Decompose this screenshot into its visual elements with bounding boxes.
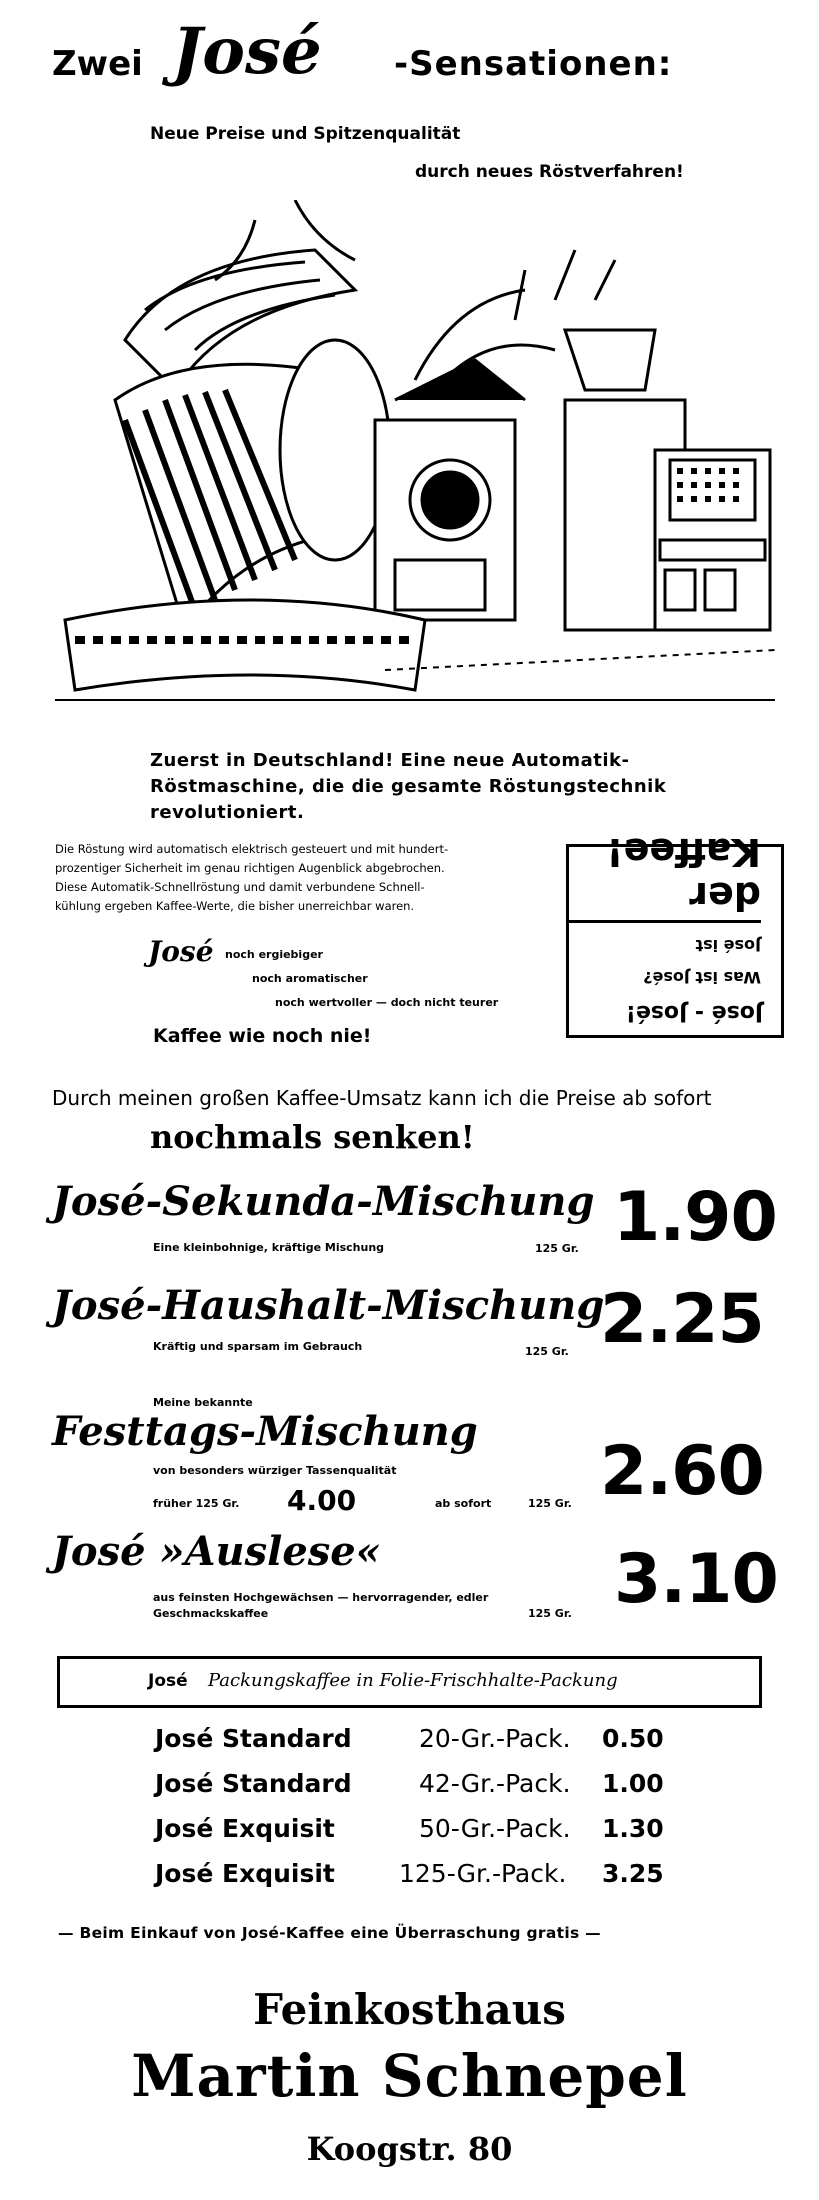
subline-2: durch neues Röstverfahren! bbox=[415, 162, 684, 182]
packung-banner bbox=[57, 1656, 762, 1708]
row-price: 3.25 bbox=[602, 1859, 664, 1888]
product-price: 1.90 bbox=[613, 1178, 777, 1257]
row-name: José Exquisit bbox=[155, 1814, 335, 1843]
intro-kaffee-nie: Kaffee wie noch nie! bbox=[153, 1025, 372, 1047]
table-row bbox=[155, 1814, 715, 1859]
product-unit: 125 Gr. bbox=[525, 1345, 569, 1358]
surprise-line: — Beim Einkauf von José-Kaffee eine Überraschung gratis — bbox=[58, 1924, 601, 1942]
box-line-1: José - José! bbox=[625, 1000, 763, 1025]
product-desc: Kräftig und sparsam im Gebrauch bbox=[153, 1340, 363, 1353]
subline-1: Neue Preise und Spitzenqualität bbox=[150, 124, 461, 144]
headline-brand: José bbox=[172, 14, 322, 89]
product-unit: 125 Gr. bbox=[528, 1497, 572, 1510]
product-desc: von besonders würziger Tassenqualität bbox=[153, 1464, 397, 1477]
row-name: José Exquisit bbox=[155, 1859, 335, 1888]
row-name: José Standard bbox=[155, 1724, 352, 1753]
shop-name: Feinkosthaus bbox=[253, 1985, 566, 2034]
upside-down-box bbox=[566, 830, 784, 1038]
roasting-machine-illustration bbox=[55, 200, 775, 710]
table-row bbox=[155, 1769, 715, 1814]
box-line-4: der Kaffee! bbox=[569, 830, 761, 923]
packung-table bbox=[155, 1724, 715, 1904]
box-line-3: José ist bbox=[695, 936, 761, 955]
packung-label: Packungskaffee in Folie-Frischhalte-Packung bbox=[208, 1670, 618, 1691]
product-frueher-label: früher 125 Gr. bbox=[153, 1497, 240, 1510]
product-name: José-Haushalt-Mischung bbox=[52, 1282, 605, 1329]
product-unit: 125 Gr. bbox=[535, 1242, 579, 1255]
row-size: 42-Gr.-Pack. bbox=[419, 1769, 571, 1798]
row-size: 50-Gr.-Pack. bbox=[419, 1814, 571, 1843]
product-ab-sofort: ab sofort bbox=[435, 1497, 492, 1510]
headline-zwei: Zwei bbox=[52, 44, 143, 84]
product-price: 2.25 bbox=[600, 1280, 764, 1359]
table-row bbox=[155, 1724, 715, 1769]
row-price: 0.50 bbox=[602, 1724, 664, 1753]
product-pre: Meine bekannte bbox=[153, 1396, 253, 1409]
row-price: 1.30 bbox=[602, 1814, 664, 1843]
intro-line-1: Zuerst in Deutschland! Eine neue Automatik- bbox=[150, 750, 630, 771]
owner-name: Martin Schnepel bbox=[131, 2042, 688, 2110]
product-desc: Eine kleinbohnige, kräftige Mischung bbox=[153, 1241, 385, 1254]
table-row bbox=[155, 1859, 715, 1904]
intro-line-3: revolutioniert. bbox=[150, 802, 305, 823]
intro-line-2: Röstmaschine, die die gesamte Röstungstechnik bbox=[150, 776, 667, 797]
intro-body-3: Diese Automatik-Schnellröstung und damit verbundene Schnell- bbox=[55, 880, 425, 894]
product-desc-1: aus feinsten Hochgewächsen — hervorragender, edler bbox=[153, 1591, 489, 1604]
packung-jose: José bbox=[148, 1671, 188, 1691]
intro-heading bbox=[150, 748, 666, 826]
intro-aromatischer: noch aromatischer bbox=[252, 972, 368, 985]
product-price: 2.60 bbox=[600, 1432, 764, 1511]
intro-body-4: kühlung ergeben Kaffee-Werte, die bisher unerreichbar waren. bbox=[55, 899, 415, 913]
product-unit: 125 Gr. bbox=[528, 1607, 572, 1620]
product-desc-2: Geschmackskaffee bbox=[153, 1607, 269, 1620]
product-frueher-price: 4.00 bbox=[287, 1484, 357, 1517]
box-line-2: Was ist José? bbox=[643, 968, 761, 987]
row-size: 125-Gr.-Pack. bbox=[399, 1859, 567, 1888]
row-name: José Standard bbox=[155, 1769, 352, 1798]
product-name: José-Sekunda-Mischung bbox=[52, 1178, 595, 1225]
headline-sensationen: -Sensationen: bbox=[394, 44, 673, 84]
address: Koogstr. 80 bbox=[306, 2130, 513, 2168]
umsatz-line: Durch meinen großen Kaffee-Umsatz kann ich die Preise ab sofort bbox=[52, 1086, 712, 1110]
intro-body bbox=[55, 840, 555, 916]
intro-body-1: Die Röstung wird automatisch elektrisch gesteuert und mit hundert- bbox=[55, 842, 449, 856]
row-price: 1.00 bbox=[602, 1769, 664, 1798]
product-price: 3.10 bbox=[614, 1540, 778, 1619]
row-size: 20-Gr.-Pack. bbox=[419, 1724, 571, 1753]
product-name: Festtags-Mischung bbox=[52, 1408, 478, 1455]
headline bbox=[52, 14, 752, 94]
product-name: José »Auslese« bbox=[52, 1528, 381, 1575]
intro-ergiebiger: noch ergiebiger bbox=[225, 948, 323, 961]
intro-jose: José bbox=[148, 935, 214, 968]
intro-wertvoller: noch wertvoller — doch nicht teurer bbox=[275, 996, 499, 1009]
senken-line: nochmals senken! bbox=[150, 1118, 475, 1156]
intro-body-2: prozentiger Sicherheit im genau richtigen Augenblick abgebrochen. bbox=[55, 861, 445, 875]
